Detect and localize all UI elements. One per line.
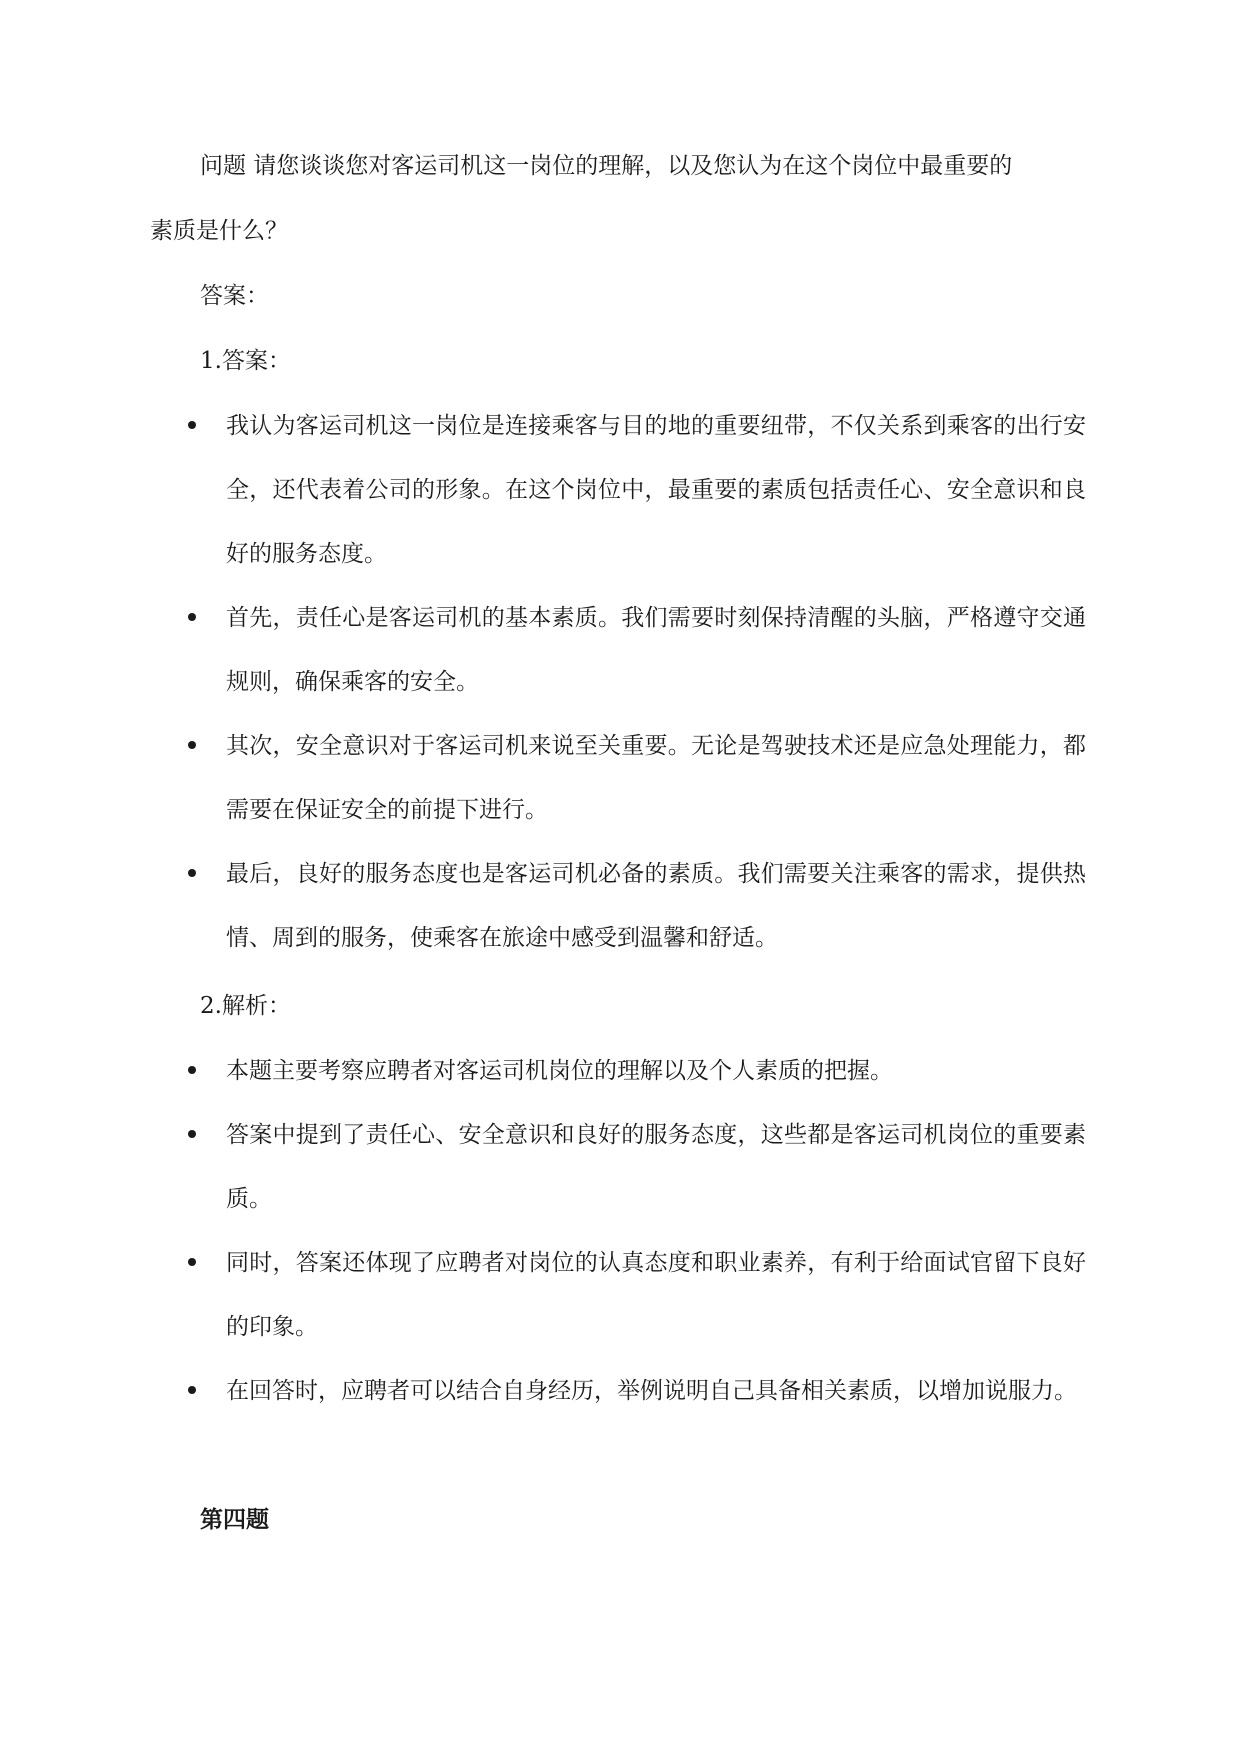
list-item <box>0 1359 1241 1423</box>
section-2-label: 2.解析： <box>200 993 291 1019</box>
analysis-bullet-list <box>0 1039 1241 1423</box>
question-line-2: 素质是什么？ <box>150 218 288 244</box>
bullet-icon <box>188 1386 196 1394</box>
section-1-label: 1.答案： <box>200 348 291 374</box>
bullet-icon <box>188 421 196 429</box>
list-item <box>0 1103 1241 1231</box>
bullet-icon <box>188 869 196 877</box>
list-item <box>0 714 1241 842</box>
bullet-icon <box>188 741 196 749</box>
list-item-text: 最后，良好的服务态度也是客运司机必备的素质。我们需要关注乘客的需求，提供热情、周到的服务，使乘客在旅途中感受到温馨和舒适。 <box>226 861 1086 951</box>
bullet-icon <box>188 1258 196 1266</box>
list-item-text: 同时，答案还体现了应聘者对岗位的认真态度和职业素养，有利于给面试官留下良好的印象。 <box>226 1250 1086 1340</box>
list-item <box>0 1231 1241 1359</box>
list-item-text: 首先，责任心是客运司机的基本素质。我们需要时刻保持清醒的头脑，严格遵守交通规则，确保乘客的安全。 <box>226 605 1086 695</box>
bullet-icon <box>188 613 196 621</box>
list-item-text: 其次，安全意识对于客运司机来说至关重要。无论是驾驶技术还是应急处理能力，都需要在保证安全的前提下进行。 <box>226 733 1086 823</box>
list-item-text: 我认为客运司机这一岗位是连接乘客与目的地的重要纽带，不仅关系到乘客的出行安全，还代表着公司的形象。在这个岗位中，最重要的素质包括责任心、安全意识和良好的服务态度。 <box>226 413 1086 567</box>
list-item-text: 本题主要考察应聘者对客运司机岗位的理解以及个人素质的把握。 <box>226 1058 893 1084</box>
list-item <box>0 586 1241 714</box>
bullet-icon <box>188 1130 196 1138</box>
list-item <box>0 394 1241 586</box>
list-item-text: 在回答时，应聘者可以结合自身经历，举例说明自己具备相关素质，以增加说服力。 <box>226 1378 1077 1404</box>
question-line-1: 问题 请您谈谈您对客运司机这一岗位的理解，以及您认为在这个岗位中最重要的 <box>200 153 1013 179</box>
answer-bullet-list <box>0 394 1241 970</box>
list-item <box>0 1039 1241 1103</box>
answer-label: 答案： <box>200 283 269 309</box>
bullet-icon <box>188 1066 196 1074</box>
next-question-heading: 第四题 <box>200 1506 269 1533</box>
list-item-text: 答案中提到了责任心、安全意识和良好的服务态度，这些都是客运司机岗位的重要素质。 <box>226 1122 1086 1212</box>
list-item <box>0 842 1241 970</box>
